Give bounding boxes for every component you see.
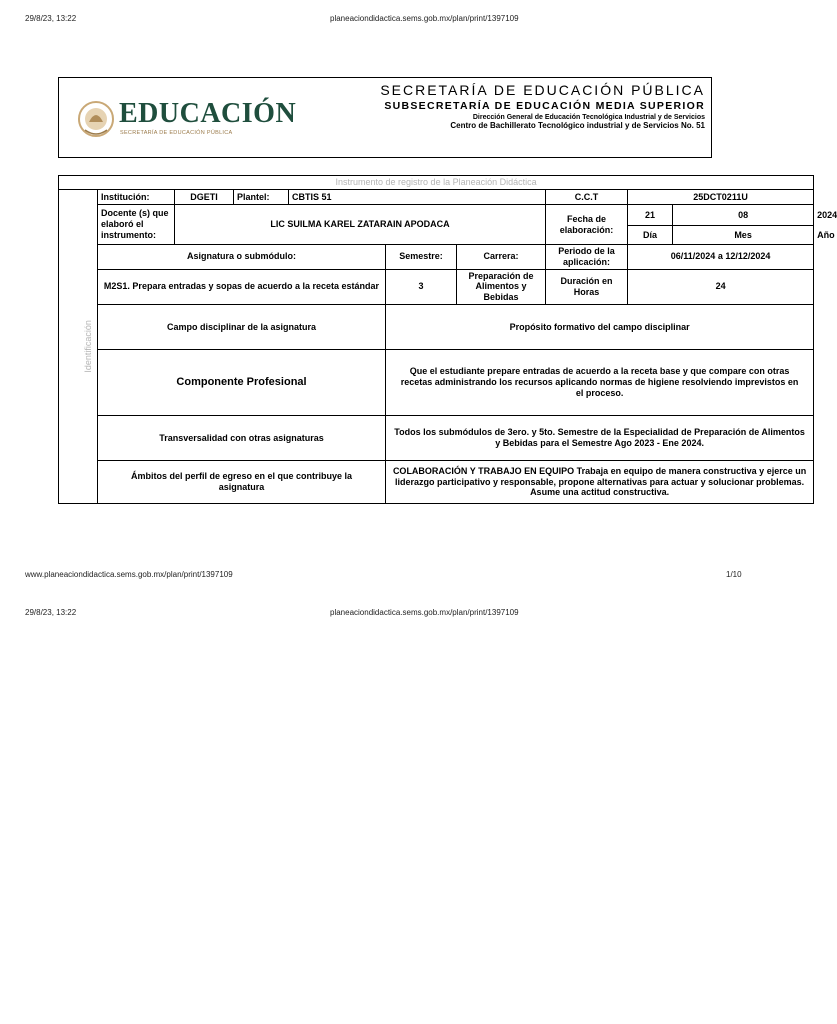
mes-value: 08: [673, 205, 814, 226]
subsecretaria-title: SUBSECRETARÍA DE EDUCACIÓN MEDIA SUPERIOR: [384, 100, 705, 112]
semestre-label: Semestre:: [386, 245, 457, 270]
docente-label: Docente (s) que elaboró el instrumento:: [98, 205, 175, 245]
logo-subtitle: SECRETARÍA DE EDUCACIÓN PÚBLICA: [120, 130, 233, 136]
direccion-general: Dirección General de Educación Tecnológica Industrial y de Servicios: [472, 114, 705, 121]
identificacion-side-label: Identificación: [59, 190, 98, 504]
semestre-value: 3: [386, 269, 457, 304]
dia-label: Día: [628, 226, 673, 245]
page-number: 1/10: [726, 570, 742, 579]
dia-value: 21: [628, 205, 673, 226]
asignatura-label: Asignatura o submódulo:: [98, 245, 386, 270]
cct-label: C.C.T: [546, 190, 628, 205]
institution-header: [58, 77, 712, 158]
ambitos-value: COLABORACIÓN Y TRABAJO EN EQUIPO Trabaja en equipo de manera constructiva y ejerce un liderazgo participativo y responsable, propone alternativas para actuar y solucionar problemas. Asume una actitud constructiva.: [386, 460, 814, 503]
print-date: 29/8/23, 13:22: [25, 14, 77, 23]
carrera-label: Carrera:: [457, 245, 546, 270]
transversalidad-label: Transversalidad con otras asignaturas: [98, 415, 386, 460]
institucion-label: Institución:: [98, 190, 175, 205]
duracion-value: 24: [628, 269, 814, 304]
periodo-value: 06/11/2024 a 12/12/2024: [628, 245, 814, 270]
asignatura-value: M2S1. Prepara entradas y sopas de acuerdo a la receta estándar: [98, 269, 386, 304]
secretaria-title: SECRETARÍA DE EDUCACIÓN PÚBLICA: [380, 82, 705, 98]
centro-bachillerato: Centro de Bachillerato Tecnológico industrial y de Servicios No. 51: [450, 121, 705, 130]
logo: [77, 96, 297, 144]
proposito-value: Que el estudiante prepare entradas de acuerdo a la receta base y que compare con otras recetas administrando los recursos aplicando normas de higiene resolviendo imprevistos en el proceso.: [386, 349, 814, 415]
campo-disciplinar-label: Campo disciplinar de la asignatura: [98, 304, 386, 349]
periodo-label: Periodo de la aplicación:: [546, 245, 628, 270]
coat-of-arms-icon: [77, 96, 115, 142]
footer-url: www.planeaciondidactica.sems.gob.mx/plan/print/1397109: [25, 570, 233, 579]
institucion-value: DGETI: [175, 190, 234, 205]
ambitos-label: Ámbitos del perfil de egreso en el que contribuye la asignatura: [98, 460, 386, 503]
proposito-label: Propósito formativo del campo disciplinar: [386, 304, 814, 349]
print-url-page2: planeaciondidactica.sems.gob.mx/plan/print/1397109: [330, 608, 519, 617]
cct-value: 25DCT0211U: [628, 190, 814, 205]
logo-wordmark: EDUCACIÓN: [119, 98, 297, 129]
plantel-value: CBTIS 51: [289, 190, 546, 205]
planeacion-table: Instrumento de registro de la Planeación Didáctica Identificación Institución: DGETI Plantel: CBTIS 51 C.C.T 25DCT0211U Docente (s) que elaboró el instrumento: LIC SUILMA KAREL ZATARAIN APODACA Fecha de elaboración: 21 08 2024 Día Mes Año Asignatura o submódulo: Semestre: Carrera: Periodo de la aplicación: 06/11/2024 a 12/12/2024 M2S1. Prepara entradas y sopas de acuerdo a la receta estándar 3 Preparación de Alimentos y Bebidas Duración en Horas 24 Campo disciplinar de la asignatura Propósito formativo del campo disciplinar Componente Profesional Que el estudiante prepare entradas de acuerdo a la receta base y que compare con otras recetas administrando los recursos aplicando normas de higiene resolviendo imprevistos en el proceso. Transversalidad con otras asignaturas Todos los submódulos de 3ero. y 5to. Semestre de la Especialidad de Preparación de Alimentos y Bebidas para el Semestre Ago 2023 - Ene 2024. Ámbitos del perfil de egreso en el que contribuye la asignatura COLABORACIÓN Y TRABAJO EN EQUIPO Trabaja en equipo de manera constructiva y ejerce un liderazgo participativo y responsable, propone alternativas para actuar y solucionar problemas. Asume una actitud constructiva.: [58, 175, 814, 504]
print-url: planeaciondidactica.sems.gob.mx/plan/print/1397109: [330, 14, 519, 23]
plantel-label: Plantel:: [234, 190, 289, 205]
docente-value: LIC SUILMA KAREL ZATARAIN APODACA: [175, 205, 546, 245]
table-caption: Instrumento de registro de la Planeación Didáctica: [59, 176, 814, 190]
duracion-label: Duración en Horas: [546, 269, 628, 304]
header-text: [380, 82, 705, 130]
carrera-value: Preparación de Alimentos y Bebidas: [457, 269, 546, 304]
print-date-page2: 29/8/23, 13:22: [25, 608, 77, 617]
mes-label: Mes: [673, 226, 814, 245]
componente-value: Componente Profesional: [98, 349, 386, 415]
fecha-label: Fecha de elaboración:: [546, 205, 628, 245]
transversalidad-value: Todos los submódulos de 3ero. y 5to. Semestre de la Especialidad de Preparación de Alimentos y Bebidas para el Semestre Ago 2023 - Ene 2024.: [386, 415, 814, 460]
